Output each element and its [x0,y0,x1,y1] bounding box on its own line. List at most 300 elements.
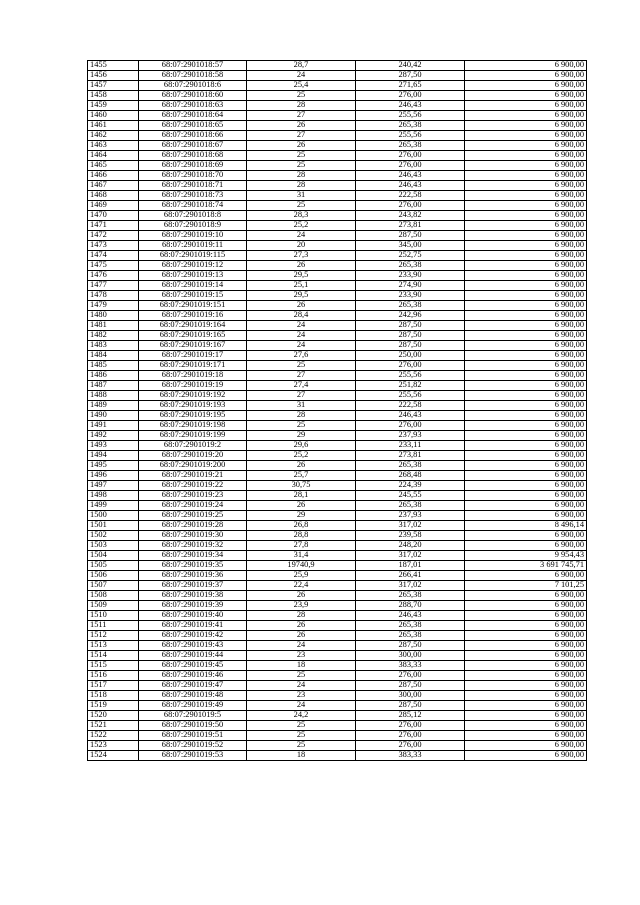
table-row [88,521,587,531]
row-number-cell: 1522 [88,731,139,741]
area-cell: 18 [247,751,356,761]
table-row [88,211,587,221]
area-cell: 23 [247,651,356,661]
rate-cell: 287,50 [356,321,465,331]
rate-cell: 276,00 [356,151,465,161]
row-number-cell: 1491 [88,421,139,431]
row-number-cell: 1514 [88,651,139,661]
rate-cell: 187,01 [356,561,465,571]
row-number-cell: 1496 [88,471,139,481]
table-row [88,671,587,681]
cadastral-number-cell: 68:07:2901019:30 [139,531,247,541]
cadastral-number-cell: 68:07:2901019:40 [139,611,247,621]
rate-cell: 245,55 [356,491,465,501]
cadastral-number-cell: 68:07:2901019:46 [139,671,247,681]
row-number-cell: 1487 [88,381,139,391]
row-number-cell: 1467 [88,181,139,191]
value-cell: 8 496,14 [465,521,587,531]
value-cell: 6 900,00 [465,491,587,501]
cadastral-number-cell: 68:07:2901019:48 [139,691,247,701]
row-number-cell: 1495 [88,461,139,471]
area-cell: 27,6 [247,351,356,361]
cadastral-number-cell: 68:07:2901018:67 [139,141,247,151]
area-cell: 24 [247,331,356,341]
cadastral-number-cell: 68:07:2901019:44 [139,651,247,661]
row-number-cell: 1500 [88,511,139,521]
row-number-cell: 1497 [88,481,139,491]
value-cell: 6 900,00 [465,151,587,161]
area-cell: 28,3 [247,211,356,221]
value-cell: 6 900,00 [465,101,587,111]
rate-cell: 317,02 [356,581,465,591]
row-number-cell: 1464 [88,151,139,161]
area-cell: 31 [247,401,356,411]
area-cell: 27,8 [247,541,356,551]
table-row [88,691,587,701]
value-cell: 6 900,00 [465,311,587,321]
value-cell: 6 900,00 [465,261,587,271]
area-cell: 29 [247,431,356,441]
cadastral-number-cell: 68:07:2901018:9 [139,221,247,231]
cadastral-number-cell: 68:07:2901018:64 [139,111,247,121]
table-row [88,291,587,301]
area-cell: 26 [247,501,356,511]
table-row [88,361,587,371]
row-number-cell: 1510 [88,611,139,621]
table-row [88,731,587,741]
table-row [88,341,587,351]
rate-cell: 300,00 [356,691,465,701]
table-row [88,571,587,581]
row-number-cell: 1472 [88,231,139,241]
area-cell: 24 [247,71,356,81]
rate-cell: 242,96 [356,311,465,321]
area-cell: 29,6 [247,441,356,451]
area-cell: 23,9 [247,601,356,611]
table-row [88,651,587,661]
row-number-cell: 1492 [88,431,139,441]
row-number-cell: 1465 [88,161,139,171]
rate-cell: 246,43 [356,181,465,191]
value-cell: 6 900,00 [465,81,587,91]
row-number-cell: 1485 [88,361,139,371]
row-number-cell: 1479 [88,301,139,311]
row-number-cell: 1490 [88,411,139,421]
row-number-cell: 1482 [88,331,139,341]
table-row [88,91,587,101]
row-number-cell: 1460 [88,111,139,121]
row-number-cell: 1493 [88,441,139,451]
rate-cell: 246,43 [356,611,465,621]
row-number-cell: 1519 [88,701,139,711]
value-cell: 6 900,00 [465,111,587,121]
cadastral-number-cell: 68:07:2901019:195 [139,411,247,421]
row-number-cell: 1476 [88,271,139,281]
row-number-cell: 1488 [88,391,139,401]
table-row [88,331,587,341]
value-cell: 6 900,00 [465,321,587,331]
rate-cell: 255,56 [356,371,465,381]
rate-cell: 271,65 [356,81,465,91]
row-number-cell: 1516 [88,671,139,681]
cadastral-number-cell: 68:07:2901018:74 [139,201,247,211]
cadastral-number-cell: 68:07:2901018:65 [139,121,247,131]
cadastral-number-cell: 68:07:2901018:71 [139,181,247,191]
row-number-cell: 1455 [88,61,139,71]
cadastral-number-cell: 68:07:2901019:16 [139,311,247,321]
rate-cell: 222,58 [356,401,465,411]
value-cell: 6 900,00 [465,741,587,751]
cadastral-number-cell: 68:07:2901018:8 [139,211,247,221]
area-cell: 27 [247,131,356,141]
table-row [88,61,587,71]
row-number-cell: 1489 [88,401,139,411]
value-cell: 6 900,00 [465,511,587,521]
rate-cell: 246,43 [356,101,465,111]
row-number-cell: 1512 [88,631,139,641]
area-cell: 25,7 [247,471,356,481]
rate-cell: 273,81 [356,451,465,461]
row-number-cell: 1515 [88,661,139,671]
area-cell: 29,5 [247,271,356,281]
table-row [88,141,587,151]
row-number-cell: 1461 [88,121,139,131]
cadastral-number-cell: 68:07:2901019:12 [139,261,247,271]
area-cell: 28,8 [247,531,356,541]
cadastral-number-cell: 68:07:2901018:57 [139,61,247,71]
table-row [88,171,587,181]
value-cell: 6 900,00 [465,91,587,101]
rate-cell: 248,20 [356,541,465,551]
table-row [88,111,587,121]
row-number-cell: 1462 [88,131,139,141]
area-cell: 25 [247,151,356,161]
area-cell: 28 [247,411,356,421]
value-cell: 6 900,00 [465,231,587,241]
area-cell: 23 [247,691,356,701]
cadastral-value-table [87,60,587,761]
table-row [88,241,587,251]
table-row [88,441,587,451]
cadastral-number-cell: 68:07:2901019:167 [139,341,247,351]
value-cell: 6 900,00 [465,381,587,391]
rate-cell: 265,38 [356,141,465,151]
area-cell: 28,1 [247,491,356,501]
value-cell: 7 101,25 [465,581,587,591]
rate-cell: 265,38 [356,621,465,631]
rate-cell: 237,93 [356,511,465,521]
table-row [88,661,587,671]
area-cell: 27 [247,111,356,121]
table-row [88,321,587,331]
row-number-cell: 1481 [88,321,139,331]
cadastral-number-cell: 68:07:2901019:43 [139,641,247,651]
area-cell: 31 [247,191,356,201]
row-number-cell: 1466 [88,171,139,181]
value-cell: 6 900,00 [465,421,587,431]
row-number-cell: 1459 [88,101,139,111]
area-cell: 24 [247,681,356,691]
value-cell: 6 900,00 [465,411,587,421]
rate-cell: 273,81 [356,221,465,231]
cadastral-number-cell: 68:07:2901019:37 [139,581,247,591]
row-number-cell: 1498 [88,491,139,501]
cadastral-number-cell: 68:07:2901019:45 [139,661,247,671]
value-cell: 6 900,00 [465,681,587,691]
value-cell: 6 900,00 [465,431,587,441]
table-body [88,61,587,761]
rate-cell: 276,00 [356,731,465,741]
value-cell: 6 900,00 [465,631,587,641]
table-row [88,281,587,291]
rate-cell: 233,11 [356,441,465,451]
rate-cell: 287,50 [356,331,465,341]
value-cell: 6 900,00 [465,601,587,611]
row-number-cell: 1458 [88,91,139,101]
table-row [88,501,587,511]
value-cell: 6 900,00 [465,401,587,411]
cadastral-number-cell: 68:07:2901019:14 [139,281,247,291]
cadastral-number-cell: 68:07:2901019:164 [139,321,247,331]
value-cell: 6 900,00 [465,461,587,471]
value-cell: 6 900,00 [465,341,587,351]
table-row [88,351,587,361]
value-cell: 6 900,00 [465,131,587,141]
rate-cell: 317,02 [356,551,465,561]
row-number-cell: 1518 [88,691,139,701]
row-number-cell: 1513 [88,641,139,651]
value-cell: 6 900,00 [465,691,587,701]
rate-cell: 317,02 [356,521,465,531]
rate-cell: 265,38 [356,121,465,131]
table-row [88,181,587,191]
table-row [88,271,587,281]
rate-cell: 287,50 [356,681,465,691]
row-number-cell: 1471 [88,221,139,231]
area-cell: 26 [247,261,356,271]
cadastral-number-cell: 68:07:2901019:47 [139,681,247,691]
rate-cell: 287,50 [356,701,465,711]
area-cell: 25 [247,721,356,731]
table-row [88,631,587,641]
area-cell: 26 [247,591,356,601]
table-row [88,71,587,81]
area-cell: 18 [247,661,356,671]
cadastral-number-cell: 68:07:2901019:151 [139,301,247,311]
area-cell: 27 [247,391,356,401]
rate-cell: 255,56 [356,391,465,401]
rate-cell: 243,82 [356,211,465,221]
rate-cell: 265,38 [356,261,465,271]
cadastral-number-cell: 68:07:2901018:68 [139,151,247,161]
rate-cell: 233,90 [356,291,465,301]
table-row [88,431,587,441]
table-row [88,681,587,691]
area-cell: 27,3 [247,251,356,261]
area-cell: 26 [247,121,356,131]
value-cell: 6 900,00 [465,201,587,211]
cadastral-number-cell: 68:07:2901018:73 [139,191,247,201]
rate-cell: 240,42 [356,61,465,71]
area-cell: 28,4 [247,311,356,321]
value-cell: 6 900,00 [465,571,587,581]
area-cell: 20 [247,241,356,251]
row-number-cell: 1520 [88,711,139,721]
cadastral-number-cell: 68:07:2901019:171 [139,361,247,371]
value-cell: 6 900,00 [465,161,587,171]
row-number-cell: 1509 [88,601,139,611]
rate-cell: 276,00 [356,161,465,171]
cadastral-number-cell: 68:07:2901019:22 [139,481,247,491]
value-cell: 9 954,43 [465,551,587,561]
cadastral-number-cell: 68:07:2901019:41 [139,621,247,631]
area-cell: 22,4 [247,581,356,591]
rate-cell: 224,39 [356,481,465,491]
table-row [88,581,587,591]
value-cell: 6 900,00 [465,501,587,511]
rate-cell: 255,56 [356,111,465,121]
table-row [88,201,587,211]
cadastral-number-cell: 68:07:2901019:193 [139,401,247,411]
table-row [88,561,587,571]
rate-cell: 252,75 [356,251,465,261]
value-cell: 6 900,00 [465,731,587,741]
cadastral-number-cell: 68:07:2901019:25 [139,511,247,521]
value-cell: 6 900,00 [465,351,587,361]
rate-cell: 265,38 [356,461,465,471]
table-row [88,461,587,471]
row-number-cell: 1503 [88,541,139,551]
rate-cell: 287,50 [356,641,465,651]
table-row [88,711,587,721]
table-row [88,301,587,311]
value-cell: 6 900,00 [465,701,587,711]
value-cell: 6 900,00 [465,71,587,81]
row-number-cell: 1486 [88,371,139,381]
value-cell: 6 900,00 [465,361,587,371]
rate-cell: 237,93 [356,431,465,441]
rate-cell: 233,90 [356,271,465,281]
area-cell: 25 [247,161,356,171]
table-row [88,621,587,631]
cadastral-number-cell: 68:07:2901019:38 [139,591,247,601]
value-cell: 6 900,00 [465,471,587,481]
cadastral-number-cell: 68:07:2901019:165 [139,331,247,341]
value-cell: 6 900,00 [465,481,587,491]
cadastral-number-cell: 68:07:2901018:6 [139,81,247,91]
rate-cell: 266,41 [356,571,465,581]
row-number-cell: 1499 [88,501,139,511]
table-row [88,531,587,541]
value-cell: 6 900,00 [465,251,587,261]
cadastral-number-cell: 68:07:2901019:115 [139,251,247,261]
cadastral-number-cell: 68:07:2901019:10 [139,231,247,241]
rate-cell: 383,33 [356,661,465,671]
area-cell: 26,8 [247,521,356,531]
table-row [88,221,587,231]
value-cell: 6 900,00 [465,211,587,221]
table-row [88,641,587,651]
rate-cell: 383,33 [356,751,465,761]
area-cell: 26 [247,301,356,311]
table-row [88,411,587,421]
row-number-cell: 1507 [88,581,139,591]
area-cell: 24 [247,321,356,331]
rate-cell: 255,56 [356,131,465,141]
rate-cell: 285,12 [356,711,465,721]
rate-cell: 276,00 [356,91,465,101]
table-row [88,401,587,411]
rate-cell: 345,00 [356,241,465,251]
row-number-cell: 1501 [88,521,139,531]
rate-cell: 268,48 [356,471,465,481]
row-number-cell: 1475 [88,261,139,271]
row-number-cell: 1505 [88,561,139,571]
table-row [88,551,587,561]
value-cell: 6 900,00 [465,441,587,451]
cadastral-number-cell: 68:07:2901019:13 [139,271,247,281]
value-cell: 6 900,00 [465,61,587,71]
area-cell: 28 [247,171,356,181]
cadastral-number-cell: 68:07:2901019:17 [139,351,247,361]
cadastral-number-cell: 68:07:2901019:49 [139,701,247,711]
area-cell: 29,5 [247,291,356,301]
area-cell: 25 [247,201,356,211]
rate-cell: 276,00 [356,671,465,681]
row-number-cell: 1484 [88,351,139,361]
row-number-cell: 1469 [88,201,139,211]
area-cell: 28,7 [247,61,356,71]
value-cell: 6 900,00 [465,541,587,551]
value-cell: 6 900,00 [465,621,587,631]
row-number-cell: 1480 [88,311,139,321]
row-number-cell: 1473 [88,241,139,251]
value-cell: 6 900,00 [465,181,587,191]
value-cell: 6 900,00 [465,711,587,721]
rate-cell: 276,00 [356,421,465,431]
value-cell: 6 900,00 [465,751,587,761]
rate-cell: 246,43 [356,171,465,181]
row-number-cell: 1457 [88,81,139,91]
cadastral-number-cell: 68:07:2901019:51 [139,731,247,741]
table-row [88,381,587,391]
rate-cell: 265,38 [356,301,465,311]
row-number-cell: 1463 [88,141,139,151]
cadastral-number-cell: 68:07:2901018:60 [139,91,247,101]
value-cell: 6 900,00 [465,611,587,621]
cadastral-number-cell: 68:07:2901019:50 [139,721,247,731]
table-row [88,751,587,761]
value-cell: 6 900,00 [465,651,587,661]
table-row [88,251,587,261]
row-number-cell: 1523 [88,741,139,751]
rate-cell: 265,38 [356,631,465,641]
table-row [88,701,587,711]
area-cell: 26 [247,621,356,631]
value-cell: 6 900,00 [465,241,587,251]
value-cell: 6 900,00 [465,171,587,181]
area-cell: 25 [247,731,356,741]
rate-cell: 274,90 [356,281,465,291]
area-cell: 25 [247,421,356,431]
value-cell: 6 900,00 [465,721,587,731]
rate-cell: 287,50 [356,231,465,241]
table-row [88,721,587,731]
table-row [88,491,587,501]
cadastral-number-cell: 68:07:2901019:21 [139,471,247,481]
value-cell: 6 900,00 [465,531,587,541]
row-number-cell: 1470 [88,211,139,221]
